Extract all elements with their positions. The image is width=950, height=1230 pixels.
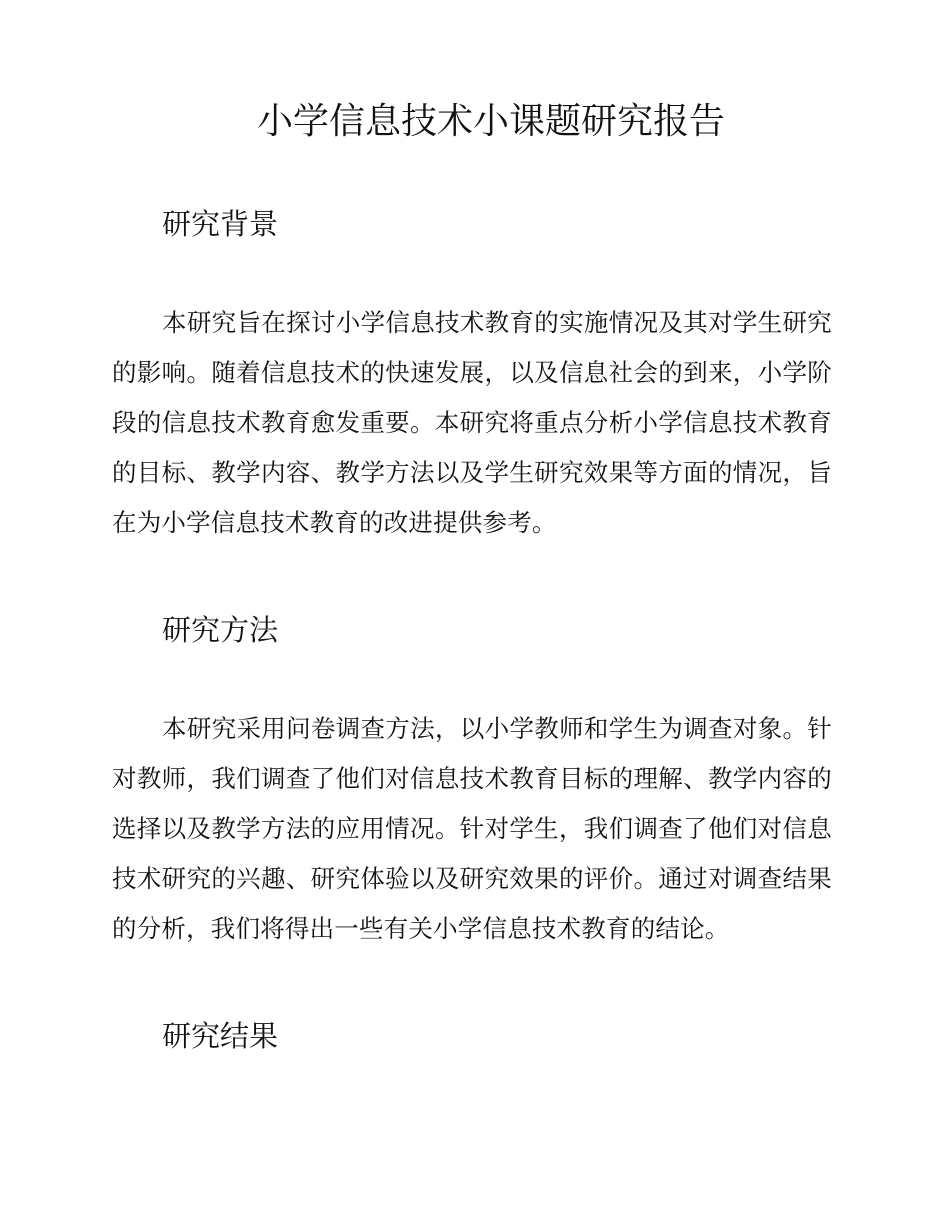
section-heading-background: 研究背景 (162, 207, 279, 241)
document-title: 小学信息技术小课题研究报告 (256, 101, 725, 142)
section-heading-results: 研究结果 (162, 1019, 279, 1053)
section-paragraph-background: 本研究旨在探讨小学信息技术教育的实施情况及其对学生研究的影响。随着信息技术的快速发展，以及信息社会的到来，小学阶段的信息技术教育愈发重要。本研究将重点分析小学信息技术教育的目标、教学内容、教学方法以及学生研究效果等方面的情况，旨在为小学信息技术教育的改进提供参考。 (112, 308, 832, 537)
section-paragraph-method: 本研究采用问卷调查方法，以小学教师和学生为调查对象。针对教师，我们调查了他们对信息技术教育目标的理解、教学内容的选择以及教学方法的应用情况。针对学生，我们调查了他们对信息技术研究的兴趣、研究体验以及研究效果的评价。通过对调查结果的分析，我们将得出一些有关小学信息技术教育的结论。 (112, 714, 832, 943)
section-heading-method: 研究方法 (162, 613, 279, 647)
